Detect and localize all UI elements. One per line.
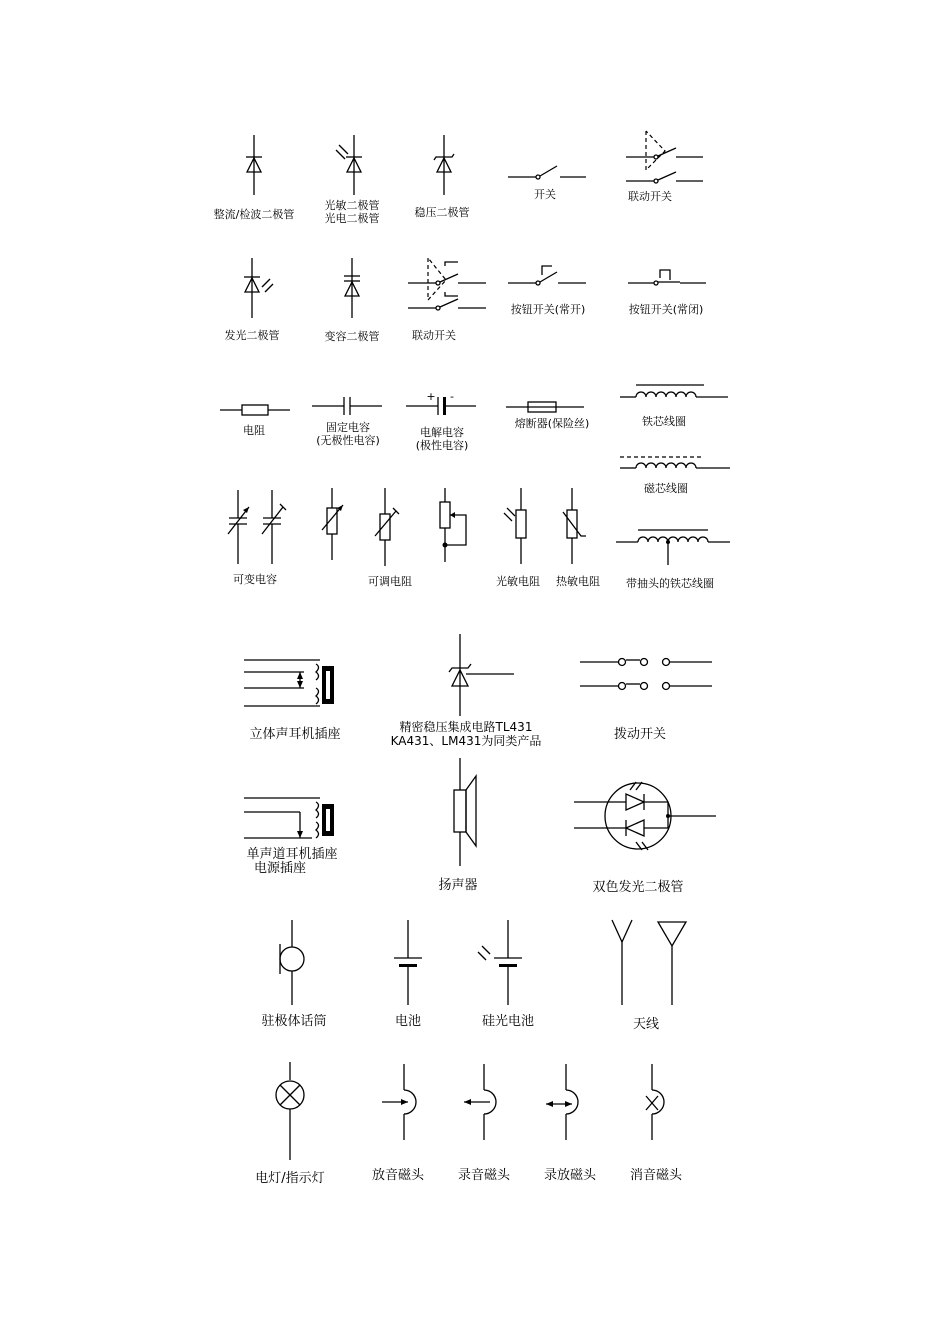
electret-mic-symbol xyxy=(261,920,326,1029)
tl431-label-2: KA431、LM431为同类产品 xyxy=(390,734,542,748)
tl431-symbol xyxy=(391,634,542,748)
fixed-cap-label-1: 固定电容 xyxy=(326,421,370,434)
magnetic-core-coil-label: 磁芯线圈 xyxy=(644,482,688,495)
erase-head-symbol xyxy=(630,1064,683,1183)
zener-diode-label: 稳压二极管 xyxy=(414,206,470,219)
electret-mic-label: 驻极体话筒 xyxy=(261,1014,327,1029)
resistor-label: 电阻 xyxy=(243,424,265,437)
tl431-label-1: 精密稳压集成电路TL431 xyxy=(399,720,533,734)
variable-cap-symbol xyxy=(228,490,286,586)
rectifier-diode-label: 整流/检波二极管 xyxy=(213,208,295,221)
zener-diode-symbol xyxy=(415,135,470,219)
pushbutton-nc-symbol xyxy=(628,270,706,316)
variable-cap-label: 可变电容 xyxy=(233,573,277,586)
bicolor-led-symbol xyxy=(574,782,716,895)
stereo-jack-label: 立体声耳机插座 xyxy=(249,727,341,742)
solar-cell-label: 硅光电池 xyxy=(481,1014,535,1029)
photo-diode-label-1: 光敏二极管 xyxy=(324,199,380,212)
electrolytic-cap-label-1: 电解电容 xyxy=(420,426,464,439)
slide-switch-label: 拨动开关 xyxy=(613,727,667,742)
magnetic-core-coil-symbol xyxy=(620,457,730,495)
varactor-symbol xyxy=(325,258,380,343)
playback-head-symbol xyxy=(372,1064,425,1183)
battery-symbol xyxy=(394,920,422,1029)
minus-sign: - xyxy=(450,390,454,403)
thermistor-label: 热敏电阻 xyxy=(556,575,600,588)
lamp-label: 电灯/指示灯 xyxy=(255,1171,325,1186)
pushbutton-no-label: 按钮开关(常开) xyxy=(510,303,586,316)
speaker-symbol xyxy=(438,758,477,893)
varactor-label: 变容二极管 xyxy=(324,330,380,343)
speaker-label: 扬声器 xyxy=(438,878,478,893)
tapped-coil-symbol xyxy=(616,530,730,590)
photo-diode-symbol xyxy=(325,135,380,225)
fixed-cap-label-2: (无极性电容) xyxy=(316,434,380,447)
battery-label: 电池 xyxy=(394,1014,422,1029)
adjustable-resistor-label: 可调电阻 xyxy=(368,575,412,588)
photo-resistor-symbol xyxy=(496,488,540,588)
photo-diode-label-2: 光电二极管 xyxy=(324,212,380,225)
led-symbol xyxy=(225,258,280,342)
adjustable-resistor-symbol xyxy=(322,488,466,588)
playback-head-label: 放音磁头 xyxy=(371,1168,425,1183)
rectifier-diode-symbol xyxy=(214,135,295,221)
mono-jack-label-2: 电源插座 xyxy=(253,861,307,876)
resistor-symbol xyxy=(220,405,290,437)
iron-core-coil-label: 铁芯线圈 xyxy=(642,415,686,428)
stereo-jack-symbol xyxy=(244,660,341,742)
electrolytic-cap-label-2: (极性电容) xyxy=(415,439,469,452)
iron-core-coil-symbol xyxy=(620,385,728,428)
linked-switch-label-2: 联动开关 xyxy=(412,329,456,342)
mono-jack-symbol xyxy=(244,798,338,876)
switch-symbol xyxy=(508,166,586,201)
fuse-symbol xyxy=(506,402,589,430)
antenna-label: 天线 xyxy=(632,1017,660,1032)
fuse-label: 熔断器(保险丝) xyxy=(514,417,590,430)
lamp-symbol xyxy=(255,1062,324,1186)
mono-jack-label-1: 单声道耳机插座 xyxy=(246,847,338,862)
bicolor-led-label: 双色发光二极管 xyxy=(592,880,684,895)
electrolytic-cap-symbol xyxy=(406,390,476,452)
photo-resistor-label: 光敏电阻 xyxy=(496,575,540,588)
plus-sign: + xyxy=(426,390,436,403)
linked-switch-symbol-2 xyxy=(408,258,486,342)
record-head-label: 录音磁头 xyxy=(457,1168,511,1183)
solar-cell-symbol xyxy=(478,920,534,1029)
pushbutton-no-symbol xyxy=(508,266,586,316)
fixed-cap-symbol xyxy=(312,397,382,447)
linked-switch-label-1: 联动开关 xyxy=(628,190,672,203)
switch-label: 开关 xyxy=(534,188,556,201)
erase-head-label: 消音磁头 xyxy=(629,1168,683,1183)
rec-play-head-label: 录放磁头 xyxy=(543,1168,597,1183)
linked-switch-symbol-1 xyxy=(626,131,703,203)
rec-play-head-symbol xyxy=(544,1064,597,1183)
thermistor-symbol xyxy=(556,488,600,588)
led-label: 发光二极管 xyxy=(224,329,280,342)
pushbutton-nc-label: 按钮开关(常闭) xyxy=(628,303,704,316)
slide-switch-symbol xyxy=(580,659,712,743)
tapped-coil-label: 带抽头的铁芯线圈 xyxy=(626,577,714,590)
antenna-symbol xyxy=(612,920,686,1032)
record-head-symbol xyxy=(458,1064,511,1183)
